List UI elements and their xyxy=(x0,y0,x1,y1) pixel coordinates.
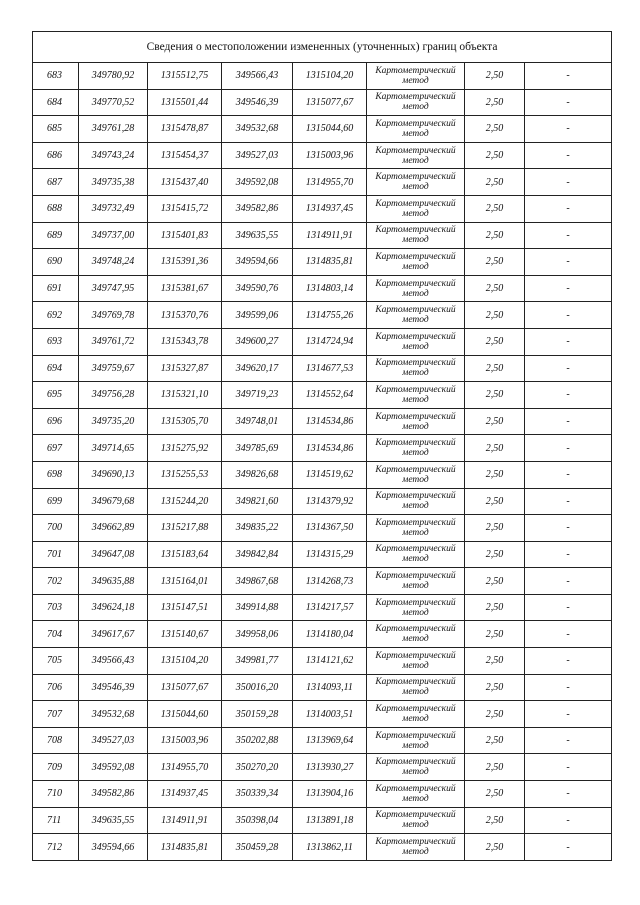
y-new-cell: 1314955,70 xyxy=(293,169,367,196)
y-new-cell: 1314268,73 xyxy=(293,568,367,595)
y-old-cell: 1315381,67 xyxy=(148,275,222,302)
table-row xyxy=(33,621,612,648)
table-row xyxy=(33,63,612,90)
table-row xyxy=(33,328,612,355)
note-cell: - xyxy=(525,302,612,329)
point-number-cell: 692 xyxy=(33,302,79,329)
y-new-cell: 1314677,53 xyxy=(293,355,367,382)
method-cell: Картометрический метод xyxy=(367,408,465,435)
x-old-cell: 349770,52 xyxy=(79,89,148,116)
point-number-cell: 695 xyxy=(33,382,79,409)
y-old-cell: 1314835,81 xyxy=(148,834,222,861)
point-number-cell: 688 xyxy=(33,195,79,222)
point-number-cell: 700 xyxy=(33,515,79,542)
point-number-cell: 698 xyxy=(33,461,79,488)
x-new-cell: 349635,55 xyxy=(222,222,293,249)
y-new-cell: 1313862,11 xyxy=(293,834,367,861)
y-old-cell: 1315437,40 xyxy=(148,169,222,196)
point-number-cell: 705 xyxy=(33,648,79,675)
method-cell: Картометрический метод xyxy=(367,195,465,222)
y-old-cell: 1315147,51 xyxy=(148,594,222,621)
y-old-cell: 1315255,53 xyxy=(148,461,222,488)
x-new-cell: 349599,06 xyxy=(222,302,293,329)
y-old-cell: 1315478,87 xyxy=(148,116,222,143)
method-cell: Картометрический метод xyxy=(367,435,465,462)
y-old-cell: 1315164,01 xyxy=(148,568,222,595)
y-new-cell: 1314367,50 xyxy=(293,515,367,542)
accuracy-cell: 2,50 xyxy=(465,807,525,834)
x-old-cell: 349662,89 xyxy=(79,515,148,542)
x-old-cell: 349527,03 xyxy=(79,727,148,754)
y-old-cell: 1315077,67 xyxy=(148,674,222,701)
x-old-cell: 349647,08 xyxy=(79,541,148,568)
note-cell: - xyxy=(525,275,612,302)
table-title: Сведения о местоположении измененных (уточненных) границ объекта xyxy=(33,32,612,63)
method-cell: Картометрический метод xyxy=(367,488,465,515)
method-cell: Картометрический метод xyxy=(367,382,465,409)
x-new-cell: 349546,39 xyxy=(222,89,293,116)
accuracy-cell: 2,50 xyxy=(465,781,525,808)
method-cell: Картометрический метод xyxy=(367,169,465,196)
note-cell: - xyxy=(525,249,612,276)
accuracy-cell: 2,50 xyxy=(465,834,525,861)
method-cell: Картометрический метод xyxy=(367,89,465,116)
x-old-cell: 349761,28 xyxy=(79,116,148,143)
table-row xyxy=(33,568,612,595)
note-cell: - xyxy=(525,169,612,196)
accuracy-cell: 2,50 xyxy=(465,727,525,754)
note-cell: - xyxy=(525,408,612,435)
note-cell: - xyxy=(525,461,612,488)
method-cell: Картометрический метод xyxy=(367,594,465,621)
y-new-cell: 1315044,60 xyxy=(293,116,367,143)
table-row xyxy=(33,648,612,675)
point-number-cell: 701 xyxy=(33,541,79,568)
table-row xyxy=(33,515,612,542)
method-cell: Картометрический метод xyxy=(367,781,465,808)
y-old-cell: 1315327,87 xyxy=(148,355,222,382)
note-cell: - xyxy=(525,754,612,781)
y-old-cell: 1315104,20 xyxy=(148,648,222,675)
x-new-cell: 350339,34 xyxy=(222,781,293,808)
accuracy-cell: 2,50 xyxy=(465,89,525,116)
x-old-cell: 349759,67 xyxy=(79,355,148,382)
point-number-cell: 703 xyxy=(33,594,79,621)
x-old-cell: 349761,72 xyxy=(79,328,148,355)
table-row xyxy=(33,355,612,382)
point-number-cell: 685 xyxy=(33,116,79,143)
point-number-cell: 684 xyxy=(33,89,79,116)
y-old-cell: 1315275,92 xyxy=(148,435,222,462)
table-row xyxy=(33,781,612,808)
y-new-cell: 1314937,45 xyxy=(293,195,367,222)
x-old-cell: 349690,13 xyxy=(79,461,148,488)
accuracy-cell: 2,50 xyxy=(465,515,525,542)
method-cell: Картометрический метод xyxy=(367,674,465,701)
accuracy-cell: 2,50 xyxy=(465,142,525,169)
note-cell: - xyxy=(525,328,612,355)
note-cell: - xyxy=(525,727,612,754)
x-new-cell: 349582,86 xyxy=(222,195,293,222)
y-old-cell: 1315217,88 xyxy=(148,515,222,542)
x-new-cell: 349719,23 xyxy=(222,382,293,409)
accuracy-cell: 2,50 xyxy=(465,568,525,595)
accuracy-cell: 2,50 xyxy=(465,408,525,435)
x-new-cell: 350159,28 xyxy=(222,701,293,728)
x-new-cell: 349592,08 xyxy=(222,169,293,196)
x-new-cell: 349748,01 xyxy=(222,408,293,435)
note-cell: - xyxy=(525,674,612,701)
point-number-cell: 687 xyxy=(33,169,79,196)
method-cell: Картометрический метод xyxy=(367,515,465,542)
x-new-cell: 349594,66 xyxy=(222,249,293,276)
method-cell: Картометрический метод xyxy=(367,142,465,169)
method-cell: Картометрический метод xyxy=(367,302,465,329)
x-new-cell: 350398,04 xyxy=(222,807,293,834)
method-cell: Картометрический метод xyxy=(367,249,465,276)
x-new-cell: 350016,20 xyxy=(222,674,293,701)
x-old-cell: 349780,92 xyxy=(79,63,148,90)
y-old-cell: 1315512,75 xyxy=(148,63,222,90)
point-number-cell: 702 xyxy=(33,568,79,595)
y-old-cell: 1315244,20 xyxy=(148,488,222,515)
note-cell: - xyxy=(525,515,612,542)
x-new-cell: 350270,20 xyxy=(222,754,293,781)
y-new-cell: 1313930,27 xyxy=(293,754,367,781)
x-old-cell: 349594,66 xyxy=(79,834,148,861)
point-number-cell: 691 xyxy=(33,275,79,302)
accuracy-cell: 2,50 xyxy=(465,621,525,648)
note-cell: - xyxy=(525,594,612,621)
method-cell: Картометрический метод xyxy=(367,568,465,595)
note-cell: - xyxy=(525,541,612,568)
x-old-cell: 349679,68 xyxy=(79,488,148,515)
note-cell: - xyxy=(525,355,612,382)
point-number-cell: 709 xyxy=(33,754,79,781)
x-new-cell: 349826,68 xyxy=(222,461,293,488)
x-new-cell: 349835,22 xyxy=(222,515,293,542)
x-new-cell: 349532,68 xyxy=(222,116,293,143)
table-row xyxy=(33,807,612,834)
table-row xyxy=(33,674,612,701)
accuracy-cell: 2,50 xyxy=(465,116,525,143)
x-old-cell: 349769,78 xyxy=(79,302,148,329)
y-new-cell: 1314217,57 xyxy=(293,594,367,621)
point-number-cell: 699 xyxy=(33,488,79,515)
x-old-cell: 349756,28 xyxy=(79,382,148,409)
y-old-cell: 1315003,96 xyxy=(148,727,222,754)
point-number-cell: 707 xyxy=(33,701,79,728)
point-number-cell: 686 xyxy=(33,142,79,169)
x-new-cell: 350459,28 xyxy=(222,834,293,861)
note-cell: - xyxy=(525,807,612,834)
table-row xyxy=(33,195,612,222)
accuracy-cell: 2,50 xyxy=(465,461,525,488)
table-row xyxy=(33,116,612,143)
accuracy-cell: 2,50 xyxy=(465,594,525,621)
note-cell: - xyxy=(525,116,612,143)
x-old-cell: 349735,20 xyxy=(79,408,148,435)
note-cell: - xyxy=(525,89,612,116)
x-old-cell: 349635,55 xyxy=(79,807,148,834)
y-new-cell: 1314180,04 xyxy=(293,621,367,648)
x-new-cell: 349590,76 xyxy=(222,275,293,302)
table-row xyxy=(33,754,612,781)
x-new-cell: 349981,77 xyxy=(222,648,293,675)
point-number-cell: 697 xyxy=(33,435,79,462)
y-new-cell: 1314519,62 xyxy=(293,461,367,488)
x-old-cell: 349617,67 xyxy=(79,621,148,648)
accuracy-cell: 2,50 xyxy=(465,302,525,329)
note-cell: - xyxy=(525,568,612,595)
y-new-cell: 1314121,62 xyxy=(293,648,367,675)
accuracy-cell: 2,50 xyxy=(465,275,525,302)
accuracy-cell: 2,50 xyxy=(465,169,525,196)
accuracy-cell: 2,50 xyxy=(465,63,525,90)
accuracy-cell: 2,50 xyxy=(465,328,525,355)
y-old-cell: 1315044,60 xyxy=(148,701,222,728)
y-old-cell: 1315415,72 xyxy=(148,195,222,222)
accuracy-cell: 2,50 xyxy=(465,222,525,249)
x-old-cell: 349624,18 xyxy=(79,594,148,621)
x-new-cell: 349620,17 xyxy=(222,355,293,382)
x-new-cell: 350202,88 xyxy=(222,727,293,754)
method-cell: Картометрический метод xyxy=(367,541,465,568)
table-row xyxy=(33,382,612,409)
x-new-cell: 349566,43 xyxy=(222,63,293,90)
x-old-cell: 349592,08 xyxy=(79,754,148,781)
y-old-cell: 1314937,45 xyxy=(148,781,222,808)
y-new-cell: 1314093,11 xyxy=(293,674,367,701)
table-row xyxy=(33,488,612,515)
y-new-cell: 1313891,18 xyxy=(293,807,367,834)
accuracy-cell: 2,50 xyxy=(465,541,525,568)
x-old-cell: 349747,95 xyxy=(79,275,148,302)
table-row xyxy=(33,435,612,462)
y-new-cell: 1314755,26 xyxy=(293,302,367,329)
x-new-cell: 349914,88 xyxy=(222,594,293,621)
point-number-cell: 711 xyxy=(33,807,79,834)
y-new-cell: 1315003,96 xyxy=(293,142,367,169)
note-cell: - xyxy=(525,382,612,409)
x-old-cell: 349546,39 xyxy=(79,674,148,701)
x-old-cell: 349714,65 xyxy=(79,435,148,462)
method-cell: Картометрический метод xyxy=(367,727,465,754)
table-row xyxy=(33,89,612,116)
y-old-cell: 1314955,70 xyxy=(148,754,222,781)
accuracy-cell: 2,50 xyxy=(465,195,525,222)
method-cell: Картометрический метод xyxy=(367,355,465,382)
table-row xyxy=(33,461,612,488)
note-cell: - xyxy=(525,63,612,90)
x-old-cell: 349732,49 xyxy=(79,195,148,222)
y-new-cell: 1314724,94 xyxy=(293,328,367,355)
point-number-cell: 704 xyxy=(33,621,79,648)
y-old-cell: 1315321,10 xyxy=(148,382,222,409)
y-new-cell: 1314379,92 xyxy=(293,488,367,515)
point-number-cell: 694 xyxy=(33,355,79,382)
point-number-cell: 683 xyxy=(33,63,79,90)
table-row xyxy=(33,701,612,728)
note-cell: - xyxy=(525,701,612,728)
accuracy-cell: 2,50 xyxy=(465,435,525,462)
point-number-cell: 710 xyxy=(33,781,79,808)
method-cell: Картометрический метод xyxy=(367,621,465,648)
method-cell: Картометрический метод xyxy=(367,222,465,249)
method-cell: Картометрический метод xyxy=(367,648,465,675)
table-row xyxy=(33,142,612,169)
accuracy-cell: 2,50 xyxy=(465,355,525,382)
note-cell: - xyxy=(525,834,612,861)
y-new-cell: 1314835,81 xyxy=(293,249,367,276)
y-new-cell: 1314534,86 xyxy=(293,435,367,462)
point-number-cell: 696 xyxy=(33,408,79,435)
document-page xyxy=(32,31,611,861)
x-old-cell: 349743,24 xyxy=(79,142,148,169)
method-cell: Картометрический метод xyxy=(367,328,465,355)
point-number-cell: 708 xyxy=(33,727,79,754)
note-cell: - xyxy=(525,435,612,462)
accuracy-cell: 2,50 xyxy=(465,754,525,781)
x-old-cell: 349748,24 xyxy=(79,249,148,276)
table-row xyxy=(33,727,612,754)
method-cell: Картометрический метод xyxy=(367,754,465,781)
x-new-cell: 349527,03 xyxy=(222,142,293,169)
y-new-cell: 1313969,64 xyxy=(293,727,367,754)
point-number-cell: 689 xyxy=(33,222,79,249)
table-row xyxy=(33,222,612,249)
y-old-cell: 1315343,78 xyxy=(148,328,222,355)
x-new-cell: 349867,68 xyxy=(222,568,293,595)
y-new-cell: 1315104,20 xyxy=(293,63,367,90)
note-cell: - xyxy=(525,142,612,169)
method-cell: Картометрический метод xyxy=(367,63,465,90)
y-new-cell: 1314534,86 xyxy=(293,408,367,435)
accuracy-cell: 2,50 xyxy=(465,488,525,515)
y-old-cell: 1315370,76 xyxy=(148,302,222,329)
x-new-cell: 349958,06 xyxy=(222,621,293,648)
method-cell: Картометрический метод xyxy=(367,461,465,488)
table-title-row xyxy=(33,32,612,63)
y-new-cell: 1313904,16 xyxy=(293,781,367,808)
accuracy-cell: 2,50 xyxy=(465,674,525,701)
table-row xyxy=(33,169,612,196)
point-number-cell: 690 xyxy=(33,249,79,276)
point-number-cell: 706 xyxy=(33,674,79,701)
y-old-cell: 1315183,64 xyxy=(148,541,222,568)
note-cell: - xyxy=(525,648,612,675)
table-body xyxy=(33,63,612,861)
method-cell: Картометрический метод xyxy=(367,834,465,861)
note-cell: - xyxy=(525,195,612,222)
accuracy-cell: 2,50 xyxy=(465,701,525,728)
x-new-cell: 349600,27 xyxy=(222,328,293,355)
x-old-cell: 349737,00 xyxy=(79,222,148,249)
method-cell: Картометрический метод xyxy=(367,701,465,728)
table-row xyxy=(33,408,612,435)
y-old-cell: 1315501,44 xyxy=(148,89,222,116)
y-new-cell: 1314315,29 xyxy=(293,541,367,568)
x-new-cell: 349842,84 xyxy=(222,541,293,568)
note-cell: - xyxy=(525,488,612,515)
x-old-cell: 349532,68 xyxy=(79,701,148,728)
y-new-cell: 1315077,67 xyxy=(293,89,367,116)
y-old-cell: 1314911,91 xyxy=(148,807,222,834)
y-new-cell: 1314552,64 xyxy=(293,382,367,409)
method-cell: Картометрический метод xyxy=(367,116,465,143)
x-old-cell: 349635,88 xyxy=(79,568,148,595)
x-new-cell: 349785,69 xyxy=(222,435,293,462)
y-new-cell: 1314003,51 xyxy=(293,701,367,728)
y-old-cell: 1315391,36 xyxy=(148,249,222,276)
x-old-cell: 349582,86 xyxy=(79,781,148,808)
x-new-cell: 349821,60 xyxy=(222,488,293,515)
table-row xyxy=(33,594,612,621)
y-old-cell: 1315305,70 xyxy=(148,408,222,435)
boundary-table xyxy=(32,31,612,861)
y-old-cell: 1315401,83 xyxy=(148,222,222,249)
table-row xyxy=(33,249,612,276)
accuracy-cell: 2,50 xyxy=(465,382,525,409)
method-cell: Картометрический метод xyxy=(367,275,465,302)
table-row xyxy=(33,834,612,861)
x-old-cell: 349566,43 xyxy=(79,648,148,675)
accuracy-cell: 2,50 xyxy=(465,249,525,276)
y-new-cell: 1314803,14 xyxy=(293,275,367,302)
note-cell: - xyxy=(525,222,612,249)
note-cell: - xyxy=(525,781,612,808)
point-number-cell: 693 xyxy=(33,328,79,355)
table-row xyxy=(33,541,612,568)
method-cell: Картометрический метод xyxy=(367,807,465,834)
y-new-cell: 1314911,91 xyxy=(293,222,367,249)
accuracy-cell: 2,50 xyxy=(465,648,525,675)
y-old-cell: 1315454,37 xyxy=(148,142,222,169)
note-cell: - xyxy=(525,621,612,648)
table-row xyxy=(33,275,612,302)
point-number-cell: 712 xyxy=(33,834,79,861)
x-old-cell: 349735,38 xyxy=(79,169,148,196)
table-row xyxy=(33,302,612,329)
y-old-cell: 1315140,67 xyxy=(148,621,222,648)
